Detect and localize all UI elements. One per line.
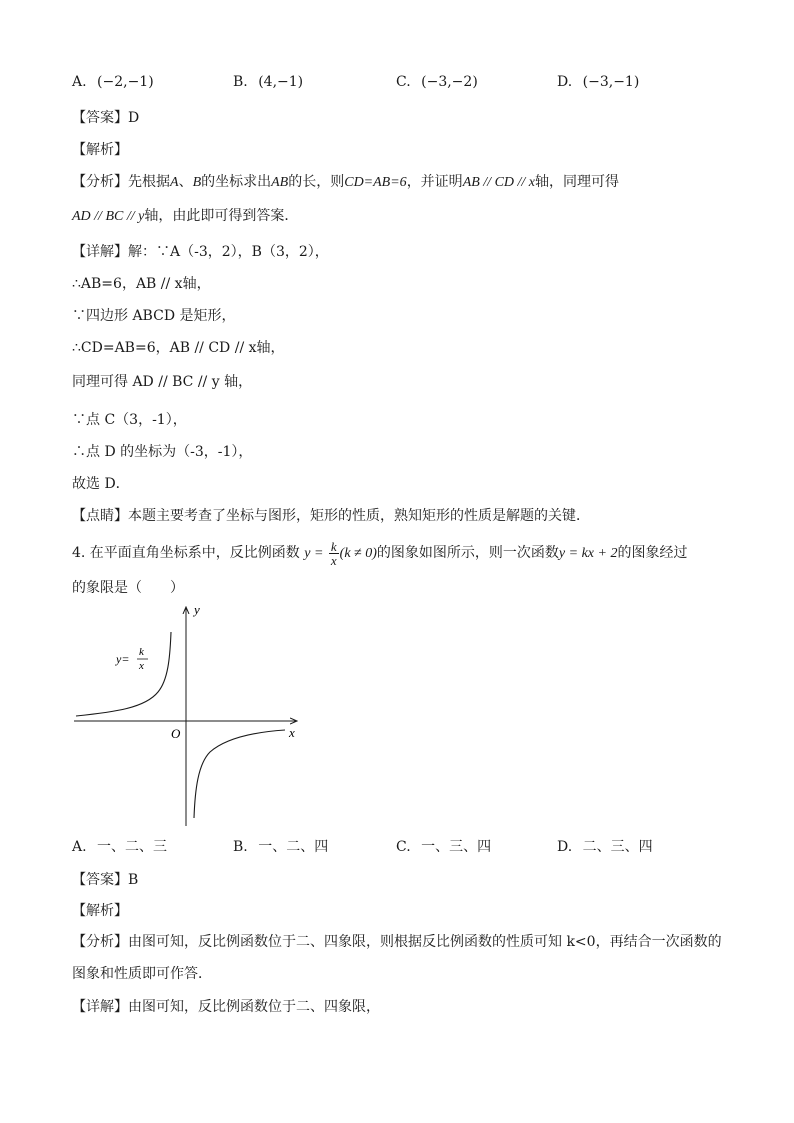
q3-option-c xyxy=(396,72,478,92)
text: ，并证明 xyxy=(406,174,463,190)
linear-function: y = kx + 2 xyxy=(558,546,618,561)
q3-option-b xyxy=(233,72,303,92)
text: 由图可知，反比例函数位于二、四象限， xyxy=(128,999,380,1015)
text: 本题主要考查了坐标与图形，矩形的性质，熟知矩形的性质是解题的关键． xyxy=(128,508,590,524)
x-axis-label: x xyxy=(289,725,295,740)
text: 的长，则 xyxy=(288,174,345,190)
q4-stem-line2: 的象限是（ ） xyxy=(72,580,184,596)
option-text: (−3,−2) xyxy=(421,74,478,90)
option-label: A. xyxy=(72,839,87,855)
text: 4. 在平面直角坐标系中，反比例函数 xyxy=(72,545,300,561)
option-label: B. xyxy=(233,839,248,855)
curve-branch-fourth-quadrant xyxy=(194,730,285,818)
option-label: C. xyxy=(396,839,411,855)
text: 解：∵A（-3，2），B（3，2）， xyxy=(128,244,329,260)
fraction-denominator: x xyxy=(330,552,337,568)
option-text: 一、三、四 xyxy=(421,839,492,855)
option-label: A. xyxy=(72,74,87,90)
dianjing-tag: 【点睛】 xyxy=(72,508,128,524)
option-text: 一、二、三 xyxy=(97,839,168,855)
q3-answer xyxy=(72,108,139,128)
segment-ab: AB xyxy=(271,175,289,190)
option-text: (−2,−1) xyxy=(97,74,154,90)
text: 轴，同理可得 xyxy=(535,174,620,190)
q4-option-d xyxy=(557,837,653,857)
q3-fenxi-line1 xyxy=(72,172,619,193)
q4-jiexi-tag: 【解析】 xyxy=(72,903,128,919)
q4-option-a xyxy=(72,837,167,857)
text: 由图可知，反比例函数位于二、四象限，则根据反比例函数的性质可知 k<0，再结合一次函数的 xyxy=(128,934,722,950)
q3-detail-line5: 同理可得 AD // BC // y 轴， xyxy=(72,374,253,390)
option-label: B. xyxy=(233,74,248,90)
q4-detail-line1 xyxy=(72,997,380,1017)
text: 先根据 xyxy=(128,174,170,190)
y-axis-label: y xyxy=(194,602,200,617)
text: 、 xyxy=(178,174,193,190)
parallel-expr: AD // BC // y xyxy=(72,209,145,224)
q4-stem-line1 xyxy=(72,538,687,569)
q4-fenxi-line2: 图象和性质即可作答． xyxy=(72,966,212,982)
q3-option-a xyxy=(72,72,154,92)
func-y: y = xyxy=(304,546,324,561)
q3-detail-line8: 故选 D． xyxy=(72,476,130,492)
option-text: (−3,−1) xyxy=(582,74,640,90)
fraction-k-over-x xyxy=(329,540,339,567)
text: 的图象如图所示，则一次函数 xyxy=(376,545,559,561)
q3-detail-line6: ∵点 C（3，-1）， xyxy=(72,412,187,428)
curve-label-numerator: k xyxy=(139,646,144,658)
fenxi-tag: 【分析】 xyxy=(72,934,128,950)
q3-jiexi-tag: 【解析】 xyxy=(72,142,128,158)
curve-branch-second-quadrant xyxy=(76,632,171,716)
q3-detail-line3: ∵四边形 ABCD 是矩形， xyxy=(72,308,236,324)
q4-option-b xyxy=(233,837,328,857)
answer-tag: 【答案】 xyxy=(72,110,128,126)
q3-option-d xyxy=(557,72,639,92)
fenxi-tag: 【分析】 xyxy=(72,174,128,190)
text: 的图象经过 xyxy=(617,545,688,561)
q3-detail-line4: ∴CD=AB=6，AB // CD // x轴， xyxy=(72,340,285,356)
option-label: C. xyxy=(396,74,411,90)
origin-label: O xyxy=(171,726,181,741)
q3-detail-line7: ∴点 D 的坐标为（-3，-1）， xyxy=(72,444,253,460)
option-label: D. xyxy=(557,839,573,855)
curve-label-denominator: x xyxy=(139,660,144,672)
q4-answer xyxy=(72,870,138,890)
point-b: B xyxy=(192,175,202,190)
equation: CD=AB=6 xyxy=(344,175,407,190)
detail-tag: 【详解】 xyxy=(72,244,128,260)
answer-value: D xyxy=(128,110,140,126)
text: 轴，由此即可得到答案． xyxy=(144,208,299,224)
option-text: 一、二、四 xyxy=(258,839,329,855)
q3-detail-line1 xyxy=(72,242,329,262)
option-text: (4,−1) xyxy=(258,74,304,90)
option-text: 二、三、四 xyxy=(582,839,653,855)
hyperbola-graph xyxy=(70,600,310,830)
q3-detail-line2: ∴AB=6，AB // x轴， xyxy=(72,276,211,292)
q3-dianjing xyxy=(72,506,590,526)
answer-tag: 【答案】 xyxy=(72,872,128,888)
detail-tag: 【详解】 xyxy=(72,999,128,1015)
condition: (k ≠ 0) xyxy=(339,546,377,561)
option-label: D. xyxy=(557,74,573,90)
curve-label-y: y= xyxy=(116,652,130,666)
point-a: A xyxy=(170,175,179,190)
parallel-expr: AB // CD // x xyxy=(462,175,536,190)
q4-option-c xyxy=(396,837,491,857)
q4-fenxi-line1 xyxy=(72,932,722,952)
q3-fenxi-line2 xyxy=(72,206,298,227)
fraction-numerator: k xyxy=(330,538,337,554)
answer-value: B xyxy=(128,872,139,888)
text: 的坐标求出 xyxy=(201,174,272,190)
